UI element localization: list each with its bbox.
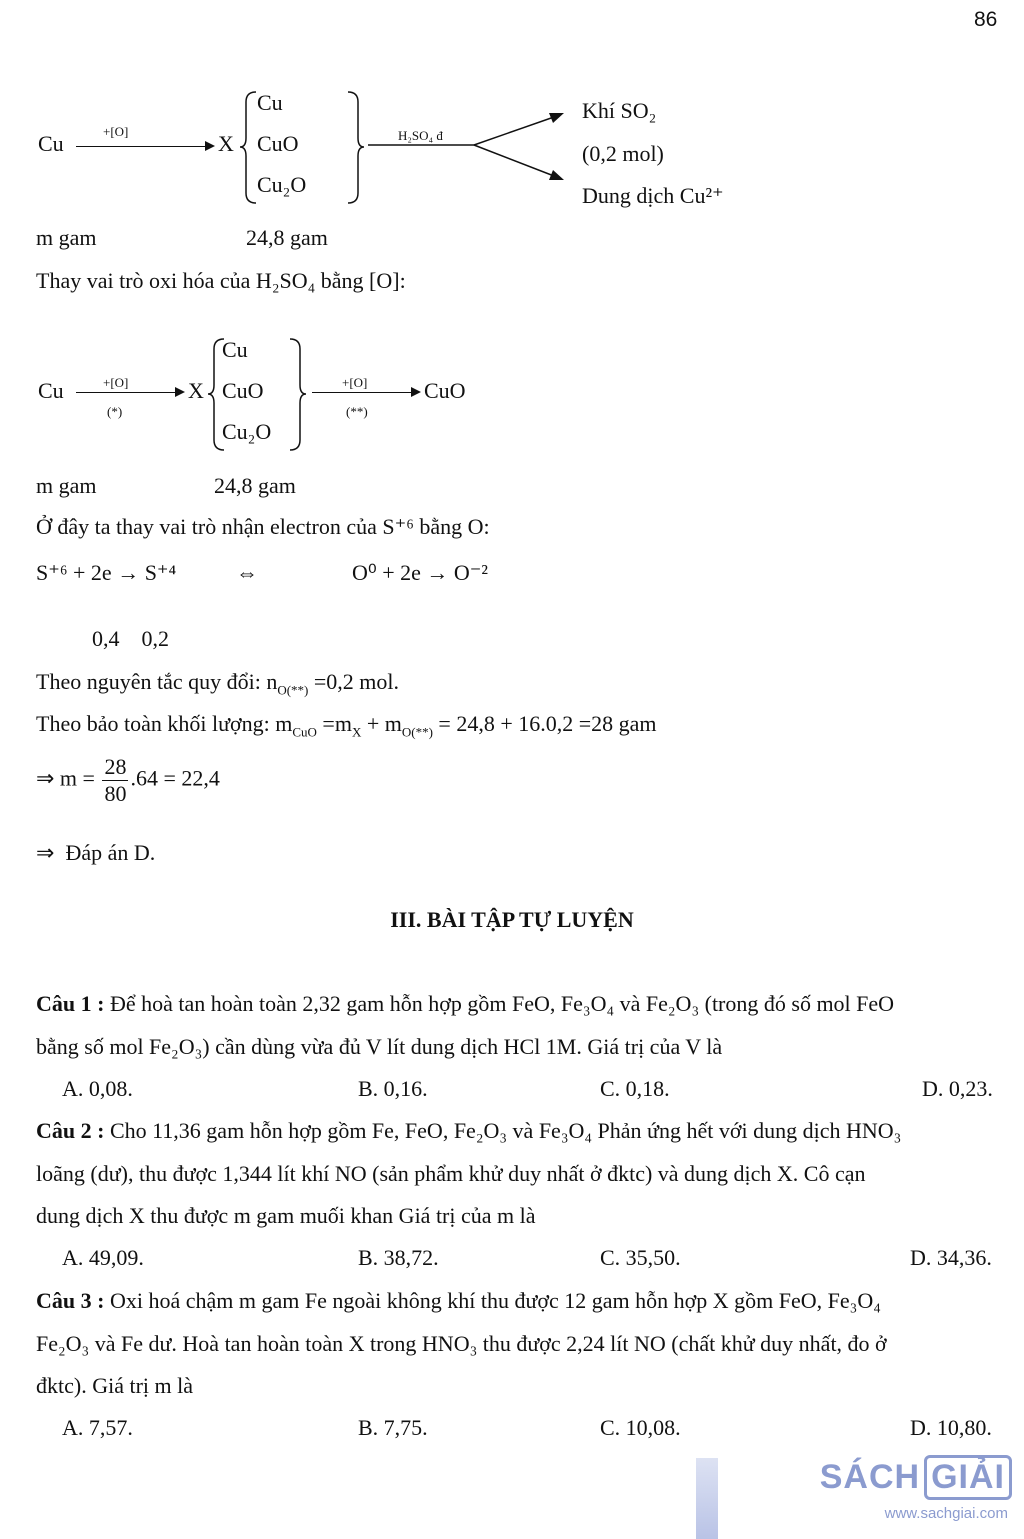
scheme1-right-brace [346, 90, 366, 205]
scheme1-arrow-label: +[O] [103, 124, 129, 139]
scheme1-arrow [76, 146, 206, 147]
question-text: dung dịch X thu được m gam muối khan Giá trị của m là [36, 1203, 536, 1228]
scheme2-arrow [76, 392, 176, 393]
scheme1-product-gas: Khí SO₂ [582, 98, 657, 123]
question-text: đktc). Giá trị m là [36, 1373, 194, 1398]
scheme2-product: CuO [424, 378, 466, 403]
mass-formula: ⇒ m = $\frac{28}{80}$ .64 = 22,4 [36, 754, 220, 806]
scheme2-arrow-head [175, 387, 185, 397]
scheme1-product-solution: Dung dịch Cu²⁺ [582, 183, 724, 208]
option-d: D. 34,36. [910, 1245, 992, 1270]
scheme1-component: CuO [257, 131, 299, 156]
option-c: C. 0,18. [600, 1076, 670, 1101]
section-title: III. BÀI TẬP TỰ LUYỆN [390, 907, 634, 932]
question-text: loãng (dư), thu được 1,344 lít khí NO (sản phẩm khử duy nhất ở đktc) và dung dịch X. Cô cạn [36, 1161, 866, 1186]
scheme1-arrow-head [205, 141, 215, 151]
scheme1-component: Cu [257, 90, 283, 115]
scheme1-arrow2-label: H₂SO₄ đ [398, 128, 443, 143]
watermark-bar [696, 1458, 718, 1539]
scheme1-mass-left: m gam [36, 225, 97, 250]
option-d: D. 10,80. [910, 1415, 992, 1440]
question-text: Câu 3 : Oxi hoá chậm m gam Fe ngoài không khí thu được 12 gam hỗn hợp X gồm FeO, Fe₃O₄ [36, 1288, 881, 1313]
option-a: A. 7,57. [62, 1415, 133, 1440]
text-mass-conservation: Theo bảo toàn khối lượng: $m_{CuO} =m_X + m_{O(**)} = 24,8 + 16.0,2 =28$ gam [36, 711, 657, 740]
electron-values: 0,4 0,2 [92, 626, 169, 651]
scheme2-right-brace [288, 337, 308, 452]
option-b: B. 38,72. [358, 1245, 439, 1270]
scheme2-arrow2-head [411, 387, 421, 397]
option-a: A. 0,08. [62, 1076, 133, 1101]
scheme2-reactant: Cu [38, 378, 64, 403]
scheme2-component: Cu [222, 337, 248, 362]
scheme2-arrow-label: +[O] [103, 375, 129, 390]
watermark-brand-right: GIẢI [924, 1455, 1012, 1500]
question-text: Câu 2 : Cho 11,36 gam hỗn hợp gồm Fe, FeO, Fe₂O₃ và Fe₃O₄ Phản ứng hết với dung dịch HNO₃ [36, 1118, 902, 1143]
scheme1-component: Cu₂O [257, 172, 307, 197]
watermark-logo [802, 1449, 1012, 1529]
question-text: bằng số mol Fe₂O₃) cần dùng vừa đủ V lít dung dịch HCl 1M. Giá trị của V là [36, 1034, 723, 1059]
question-text: Fe₂O₃ và Fe dư. Hoà tan hoàn toàn X trong HNO₃ thu được 2,24 lít NO (chất khử duy nhất, đo ở [36, 1331, 887, 1356]
half-equation-sulfur: S⁺⁶ + 2e → S⁺⁴ [36, 560, 177, 585]
watermark-brand-left: SÁCH [819, 1458, 921, 1496]
scheme2-arrow2-sub: (**) [346, 404, 368, 419]
scheme1-left-brace [238, 90, 258, 205]
scheme2-mass-left: m gam [36, 473, 97, 498]
text-conversion-rule: Theo nguyên tắc quy đổi: $n_{O(**)} =0,2$ mol. [36, 669, 400, 698]
option-c: C. 10,08. [600, 1415, 681, 1440]
page-number: 86 [974, 8, 998, 31]
scheme2-mass-right: 24,8 gam [214, 473, 296, 498]
scheme1-x: X [218, 131, 234, 156]
scheme1-product-amount: (0,2 mol) [582, 141, 664, 166]
scheme1-reactant: Cu [38, 131, 64, 156]
option-c: C. 35,50. [600, 1245, 681, 1270]
answer-line: ⇒ Đáp án D. [36, 840, 156, 865]
watermark-url: www.sachgiai.com [884, 1505, 1008, 1522]
question-text: Câu 1 : Để hoà tan hoàn toàn 2,32 gam hỗn hợp gồm FeO, Fe₃O₄ và Fe₂O₃ (trong đó số mol FeO [36, 991, 895, 1016]
scheme2-component: CuO [222, 378, 264, 403]
equivalence-symbol: ⇔ [236, 560, 258, 585]
scheme2-component: Cu₂O [222, 419, 272, 444]
scheme2-x: X [188, 378, 204, 403]
scheme1-split-arrow [366, 108, 571, 188]
option-b: B. 7,75. [358, 1415, 428, 1440]
scheme1-mass-right: 24,8 gam [246, 225, 328, 250]
option-b: B. 0,16. [358, 1076, 428, 1101]
scheme2-arrow2 [312, 392, 412, 393]
half-equation-oxygen: O⁰ + 2e → O⁻² [352, 560, 488, 585]
text-replace-oxidant: Thay vai trò oxi hóa của H₂SO₄ bằng [O]: [36, 268, 406, 293]
scheme2-arrow-sub: (*) [107, 404, 123, 419]
option-a: A. 49,09. [62, 1245, 144, 1270]
option-d: D. 0,23. [922, 1076, 993, 1101]
scheme2-arrow2-label: +[O] [342, 375, 368, 390]
text-electron-replace: Ở đây ta thay vai trò nhận electron của S⁺⁶ bằng O: [36, 514, 490, 539]
